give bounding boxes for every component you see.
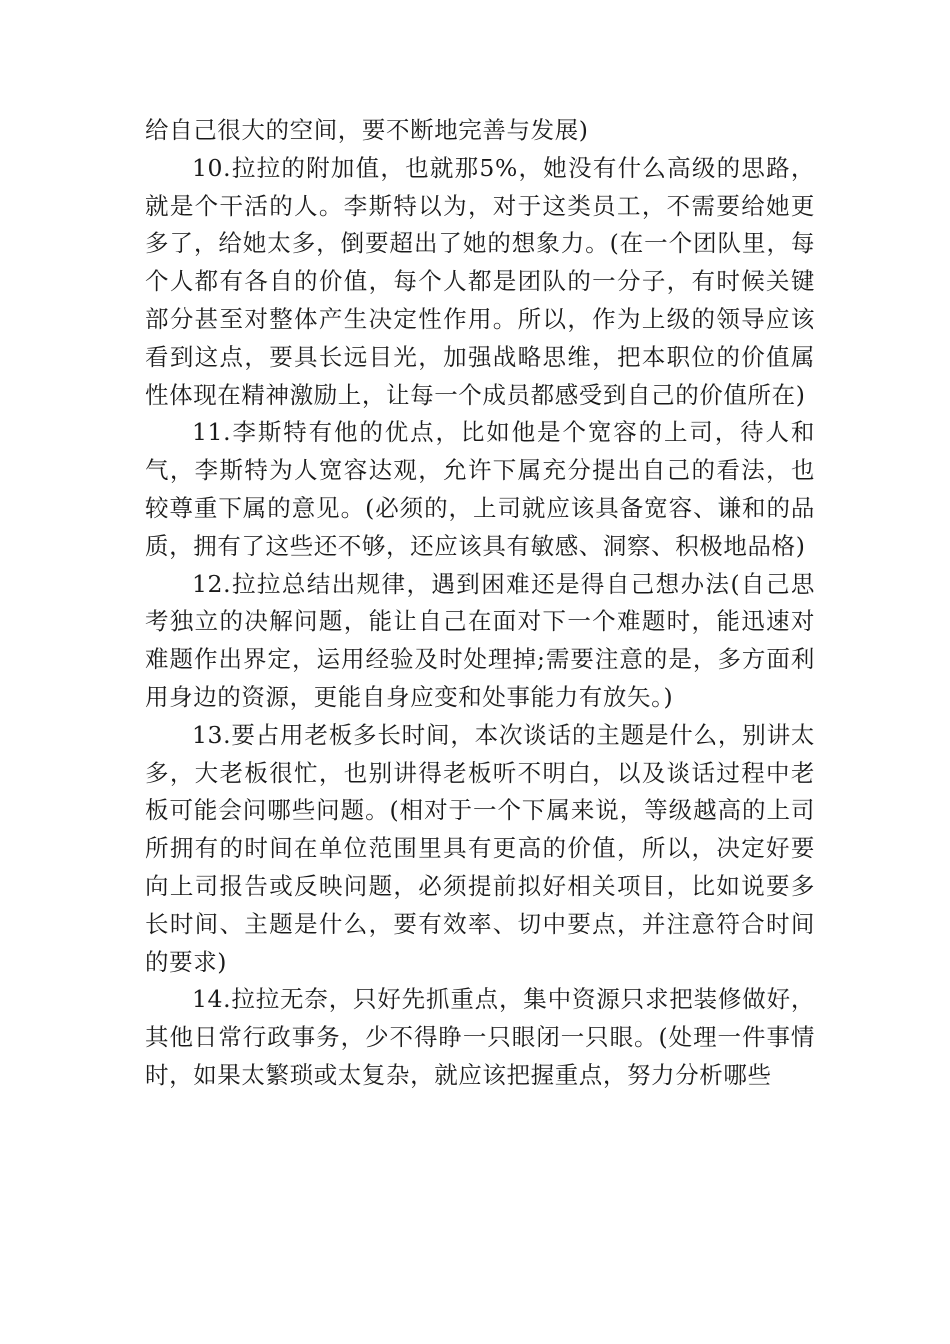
- paragraph-item-13: 13.要占用老板多长时间，本次谈话的主题是什么，别讲太多，大老板很忙，也别讲得老板听不明白，以及谈话过程中老板可能会问哪些问题。(相对于一个下属来说，等级越高的上司所拥有的时间在单位范围里具有更高的价值，所以，决定好要向上司报告或反映问题，必须提前拟好相关项目，比如说要多长时间、主题是什么，要有效率、切中要点，并注意符合时间的要求): [145, 720, 815, 976]
- paragraph-item-14: 14.拉拉无奈，只好先抓重点，集中资源只求把装修做好，其他日常行政事务，少不得睁一只眼闭一只眼。(处理一件事情时，如果太繁琐或太复杂，就应该把握重点，努力分析哪些: [145, 985, 815, 1089]
- paragraph-item-10: 10.拉拉的附加值，也就那5%，她没有什么高级的思路，就是个干活的人。李斯特以为，对于这类员工，不需要给她更多了，给她太多，倒要超出了她的想象力。(在一个团队里，每个人都有各自的价值，每个人都是团队的一分子，有时候关键部分甚至对整体产生决定性作用。所以，作为上级的领导应该看到这点，要具长远目光，加强战略思维，把本职位的价值属性体现在精神激励上，让每一个成员都感受到自己的价值所在): [145, 153, 815, 409]
- paragraph-continuation: 给自己很大的空间，要不断地完善与发展): [145, 116, 589, 144]
- paragraph-item-12: 12.拉拉总结出规律，遇到困难还是得自己想办法(自己思考独立的决解问题，能让自己在面对下一个难题时，能迅速对难题作出界定，运用经验及时处理掉;需要注意的是，多方面利用身边的资源，更能自身应变和处事能力有放矢。): [145, 569, 815, 711]
- document-page: [145, 112, 815, 1095]
- paragraph-item-11: 11.李斯特有他的优点，比如他是个宽容的上司，待人和气，李斯特为人宽容达观，允许下属充分提出自己的看法，也较尊重下属的意见。(必须的，上司就应该具备宽容、谦和的品质，拥有了这些还不够，还应该具有敏感、洞察、积极地品格): [145, 418, 815, 560]
